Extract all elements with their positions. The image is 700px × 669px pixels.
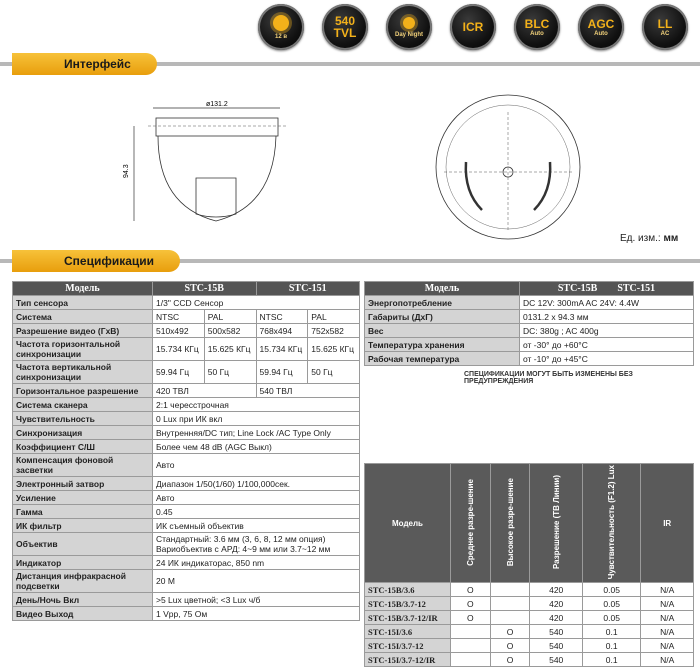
model-name: STC-15B/3.7-12/IR (365, 611, 451, 625)
model-cell: O (451, 597, 491, 611)
column-header: Высокое разре-шение (490, 464, 530, 583)
table-row (365, 352, 694, 366)
spec-value: >5 Lux цветной; <3 Lux ч/б (153, 593, 360, 607)
spec-value: Внутренняя/DC тип; Line Lock /AC Type Only (153, 426, 360, 440)
spec-value: 15.625 КГц (308, 338, 360, 361)
camera-side-drawing (118, 96, 308, 236)
model-cell: 540 (530, 639, 583, 653)
model-cell (451, 639, 491, 653)
spec-label: Энергопотребление (365, 296, 520, 310)
spec-value: NTSC (256, 310, 308, 324)
model-cell (451, 625, 491, 639)
spec-label: Горизонтальное разрешение (13, 384, 153, 398)
model-name: STC-15B/3.6 (365, 583, 451, 597)
model-cell: O (451, 611, 491, 625)
table-row (13, 324, 360, 338)
specs-title: Спецификации (12, 250, 180, 272)
spec-value: от -30° до +60°C (520, 338, 694, 352)
column-header: Модель (13, 282, 153, 296)
column-header: Среднее разре-шение (451, 464, 491, 583)
table-row (13, 426, 360, 440)
table-row (13, 310, 360, 324)
model-cell: N/A (641, 625, 694, 639)
spec-value: PAL (204, 310, 256, 324)
diameter-label: ø131.2 (206, 101, 228, 108)
table-row (365, 324, 694, 338)
spec-value: NTSC (153, 310, 205, 324)
spec-value: 15.734 КГц (256, 338, 308, 361)
model-cell: N/A (641, 583, 694, 597)
spec-value: ИК съемный объектив (153, 519, 360, 533)
column-header: STC-15B STC-151 (520, 282, 694, 296)
table-row (13, 556, 360, 570)
height-label: 94.3 (123, 164, 130, 178)
model-name: STC-15I/3.6 (365, 625, 451, 639)
table-row (365, 597, 694, 611)
spec-value: 0131.2 x 94.3 мм (520, 310, 694, 324)
table-row (365, 653, 694, 667)
spec-value: Стандартный: 3.6 мм (3, 6, 8, 12 мм опция) Вариобъектив с АРД: 4~9 мм или 3.7~12 мм (153, 533, 360, 556)
table-row (365, 611, 694, 625)
model-cell: 420 (530, 597, 583, 611)
spec-value: 510x492 (153, 324, 205, 338)
spec-value: 1/3" CCD Сенсор (153, 296, 360, 310)
spec-label: Объектив (13, 533, 153, 556)
model-cell: 0.1 (582, 639, 640, 653)
spec-value: 0.45 (153, 505, 360, 519)
table-row (365, 625, 694, 639)
model-name: STC-15I/3.7-12 (365, 639, 451, 653)
table-row (13, 361, 360, 384)
model-cell (490, 611, 530, 625)
table-row (365, 639, 694, 653)
table-row (13, 338, 360, 361)
model-cell: 0.1 (582, 653, 640, 667)
spec-value: Диапазон 1/50(1/60) 1/100,000сек. (153, 477, 360, 491)
table-row (13, 296, 360, 310)
table-row (13, 607, 360, 621)
table-row (365, 296, 694, 310)
agc-icon: AGC Auto (578, 4, 624, 50)
spec-table-right (364, 281, 694, 366)
blc-icon: BLC Auto (514, 4, 560, 50)
tvl-icon: 540 TVL (322, 4, 368, 50)
spec-label: Разрешение видео (ГхВ) (13, 324, 153, 338)
column-header: Модель (365, 282, 520, 296)
spec-label: Частота горизонтальной синхронизации (13, 338, 153, 361)
spec-value: PAL (308, 310, 360, 324)
spec-value: 420 ТВЛ (153, 384, 257, 398)
spec-label: Система сканера (13, 398, 153, 412)
model-cell: 0.05 (582, 597, 640, 611)
model-cell (490, 583, 530, 597)
model-cell: 0.1 (582, 625, 640, 639)
day-night-icon: Day Night (386, 4, 432, 50)
interface-section-header (0, 53, 700, 75)
column-header: STC-15B (153, 282, 257, 296)
specs-section-header (0, 250, 700, 272)
spec-value: 20 М (153, 570, 360, 593)
model-cell: N/A (641, 611, 694, 625)
table-row (365, 338, 694, 352)
spec-label: Чувствительность (13, 412, 153, 426)
spec-value: 59.94 Гц (256, 361, 308, 384)
spec-label: Вес (365, 324, 520, 338)
model-cell: 540 (530, 625, 583, 639)
model-cell (490, 597, 530, 611)
spec-value: 2:1 чересстрочная (153, 398, 360, 412)
model-cell: O (490, 639, 530, 653)
spec-change-note: СПЕЦИФИКАЦИИ МОГУТ БЫТЬ ИЗМЕНЕНЫ БЕЗ ПРЕДУПРЕЖДЕНИЯ (464, 371, 633, 385)
model-name: STC-15I/3.7-12/IR (365, 653, 451, 667)
spec-value: 50 Гц (308, 361, 360, 384)
model-cell: N/A (641, 639, 694, 653)
spec-value: 59.94 Гц (153, 361, 205, 384)
model-cell: 420 (530, 583, 583, 597)
table-row (13, 412, 360, 426)
spec-value: 500x582 (204, 324, 256, 338)
spec-label: ИК фильтр (13, 519, 153, 533)
spec-value: Более чем 48 dB (AGC Выкл) (153, 440, 360, 454)
spec-label: Усиление (13, 491, 153, 505)
spec-value: DC: 380g ; AC 400g (520, 324, 694, 338)
table-row (13, 491, 360, 505)
table-row (365, 583, 694, 597)
camera-top-drawing (424, 92, 594, 242)
spec-table-left (12, 281, 360, 621)
table-row (13, 454, 360, 477)
spec-value: от -10° до +45°C (520, 352, 694, 366)
model-cell: 420 (530, 611, 583, 625)
spec-label: Синхронизация (13, 426, 153, 440)
table-row (13, 398, 360, 412)
spec-value: DC 12V: 300mA AC 24V: 4.4W (520, 296, 694, 310)
spec-value: 752x582 (308, 324, 360, 338)
spec-label: Видео Выход (13, 607, 153, 621)
model-name: STC-15B/3.7-12 (365, 597, 451, 611)
table-row (13, 570, 360, 593)
spec-label: Электронный затвор (13, 477, 153, 491)
column-header: Разрешение (ТВ Линии) (530, 464, 583, 583)
table-row (13, 519, 360, 533)
icr-icon: ICR (450, 4, 496, 50)
spec-label: Частота вертикальной синхронизации (13, 361, 153, 384)
spec-label: Коэффициент С/Ш (13, 440, 153, 454)
spec-label: Габариты (ДхГ) (365, 310, 520, 324)
column-header: IR (641, 464, 694, 583)
spec-value: 24 ИК индикаторас, 850 nm (153, 556, 360, 570)
sun-12v-icon: 12 в (258, 4, 304, 50)
spec-value: Авто (153, 454, 360, 477)
table-row (13, 440, 360, 454)
table-row (13, 384, 360, 398)
ll-icon: LL AC (642, 4, 688, 50)
model-cell: O (451, 583, 491, 597)
model-cell: 540 (530, 653, 583, 667)
model-cell: 0.05 (582, 583, 640, 597)
model-cell (451, 653, 491, 667)
spec-label: Температура хранения (365, 338, 520, 352)
spec-value: 50 Гц (204, 361, 256, 384)
spec-value: 768x494 (256, 324, 308, 338)
column-header: Модель (365, 464, 451, 583)
spec-label: Индикатор (13, 556, 153, 570)
units-note: Ед. изм.: мм (620, 233, 679, 244)
model-cell: 0.05 (582, 611, 640, 625)
table-row (13, 505, 360, 519)
model-cell: O (490, 653, 530, 667)
spec-label: Тип сенсора (13, 296, 153, 310)
spec-value: 15.734 КГц (153, 338, 205, 361)
spec-value: 0 Lux при ИК вкл (153, 412, 360, 426)
column-header: Чувствительность (F1.2) Lux (582, 464, 640, 583)
model-cell: N/A (641, 597, 694, 611)
table-row (365, 310, 694, 324)
spec-label: День/Ночь Вкл (13, 593, 153, 607)
table-row (13, 533, 360, 556)
models-table (364, 463, 694, 667)
model-cell: O (490, 625, 530, 639)
spec-value: 15.625 КГц (204, 338, 256, 361)
column-header: STC-151 (256, 282, 360, 296)
table-row (13, 477, 360, 491)
interface-title: Интерфейс (12, 53, 157, 75)
spec-label: Система (13, 310, 153, 324)
spec-label: Дистанция инфракрасной подсветки (13, 570, 153, 593)
spec-value: 540 ТВЛ (256, 384, 360, 398)
table-row (13, 593, 360, 607)
spec-label: Рабочая температура (365, 352, 520, 366)
model-cell: N/A (641, 653, 694, 667)
spec-value: Авто (153, 491, 360, 505)
spec-label: Компенсация фоновой засветки (13, 454, 153, 477)
spec-label: Гамма (13, 505, 153, 519)
feature-icons (258, 4, 698, 50)
spec-value: 1 Vpp, 75 Ом (153, 607, 360, 621)
